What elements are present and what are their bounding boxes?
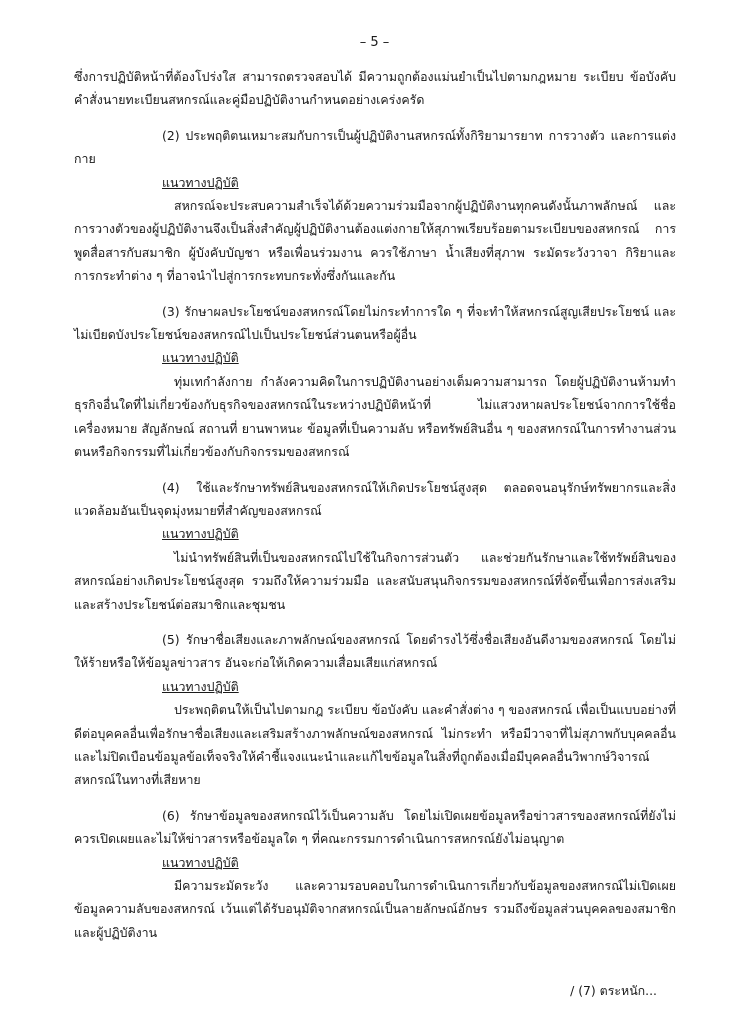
section-3-text: (3) รักษาผลประโยชน์ของสหกรณ์โดยไม่กระทำการใด ๆ ที่จะทำให้สหกรณ์สูญเสียประโยชน์ และไม่เบียดบังประโยชน์ของสหกรณ์ไปเป็นประโยชน์ส่วนตนหรือผู้อื่น (74, 303, 676, 343)
guideline-2-text: สหกรณ์จะประสบความสำเร็จได้ด้วยความร่วมมือจากผู้ปฏิบัติงานทุกคนดังนั้นภาพลักษณ์ และการวางตัวของผู้ปฏิบัติงานจึงเป็นสิ่งสำคัญผู้ปฏิบัติงานต้องแต่งกายให้สุภาพเรียบร้อยตามระเบียบของสหกรณ์ การพูดสื่อสารกับสมาชิก ผู้บังคับบัญชา หรือเพื่อนร่วมงาน ควรใช้ภาษา น้ำเสียงที่สุภาพ ระมัดระวังวาจา กิริยาและการกระทำต่าง ๆ ที่อาจนำไปสู่การกระทบกระทั่งซึ่งกันและกัน (74, 198, 676, 284)
document-body (74, 65, 676, 944)
continuation-note: / (7) ตระหนัก... (570, 983, 657, 998)
guideline-heading-2: แนวทางปฏิบัติ (162, 174, 239, 190)
guideline-heading-6: แนวทางปฏิบัติ (162, 854, 239, 870)
guideline-heading-3: แนวทางปฏิบัติ (162, 350, 239, 366)
guideline-6-text: มีความระมัดระวัง และความรอบคอบในการดำเนินการเกี่ยวกับข้อมูลของสหกรณ์ไม่เปิดเผยข้อมูลความลับของสหกรณ์ เว้นแต่ได้รับอนุมัติจากสหกรณ์เป็นลายลักษณ์อักษร รวมถึงข้อมูลส่วนบุคคลของสมาชิก และผู้ปฏิบัติงาน (74, 878, 676, 940)
section-6-text: (6) รักษาข้อมูลของสหกรณ์ไว้เป็นความลับ โดยไม่เปิดเผยข้อมูลหรือข่าวสารของสหกรณ์ที่ยังไม่ควรเปิดเผยและไม่ให้ข่าวสารหรือข้อมูลใด ๆ ที่คณะกรรมการดำเนินการสหกรณ์ยังไม่อนุญาต (74, 807, 676, 847)
section-4-text: (4) ใช้และรักษาทรัพย์สินของสหกรณ์ให้เกิดประโยชน์สูงสุด ตลอดจนอนุรักษ์ทรัพยากรและสิ่งแวดล้อมอันเป็นจุดมุ่งหมายที่สำคัญของสหกรณ์ (74, 479, 676, 518)
guideline-4-text: ไม่นำทรัพย์สินที่เป็นของสหกรณ์ไปใช้ในกิจการส่วนตัว และช่วยกันรักษาและใช้ทรัพย์สินของสหกรณ์อย่างเกิดประโยชน์สูงสุด รวมถึงให้ความร่วมมือ และสนับสนุนกิจกรรมของสหกรณ์ที่จัดขึ้นเพื่อการส่งเสริมและสร้างประโยชน์ต่อสมาชิกและชุมชน (74, 549, 676, 612)
paragraph-continued: ซึ่งการปฏิบัติหน้าที่ต้องโปร่งใส สามารถตรวจสอบได้ มีความถูกต้องแม่นยำเป็นไปตามกฎหมาย ระเบียบ ข้อบังคับ คำสั่งนายทะเบียนสหกรณ์และคู่มือปฏิบัติงานกำหนดอย่างเคร่งครัด (74, 69, 676, 108)
page-number: – 5 – (359, 35, 390, 50)
guideline-3-text: ทุ่มเทกำลังกาย กำลังความคิดในการปฏิบัติงานอย่างเต็มความสามารถ โดยผู้ปฏิบัติงานห้ามทำธุรกิจอื่นใดที่ไม่เกี่ยวข้องกับธุรกิจของสหกรณ์ในระหว่างปฏิบัติหน้าที่ ไม่แสวงหาผลประโยชน์จากการใช้ชื่อ เครื่องหมาย สัญลักษณ์ สถานที่ ยานพาหนะ ข้อมูลที่เป็นความลับ หรือทรัพย์สินอื่น ๆ ของสหกรณ์ในการทำงานส่วนตนหรือกิจกรรมที่ไม่เกี่ยวข้องกับกิจกรรมของสหกรณ์ (74, 373, 676, 460)
section-5-text: (5) รักษาชื่อเสียงและภาพลักษณ์ของสหกรณ์ โดยดำรงไว้ซึ่งชื่อเสียงอันดีงามของสหกรณ์ โดยไม่ให้ร้ายหรือให้ข้อมูลข่าวสาร อันจะก่อให้เกิดความเสื่อมเสียแก่สหกรณ์ (74, 631, 676, 671)
guideline-heading-4: แนวทางปฏิบัติ (162, 526, 239, 542)
guideline-heading-5: แนวทางปฏิบัติ (162, 678, 239, 694)
section-2-text: (2) ประพฤติตนเหมาะสมกับการเป็นผู้ปฏิบัติงานสหกรณ์ทั้งกิริยามารยาท การวางตัว และการแต่งกาย (74, 127, 676, 167)
guideline-5-text: ประพฤติตนให้เป็นไปตามกฎ ระเบียบ ข้อบังคับ และคำสั่งต่าง ๆ ของสหกรณ์ เพื่อเป็นแบบอย่างที่ดีต่อบุคคลอื่นเพื่อรักษาชื่อเสียงและเสริมสร้างภาพลักษณ์ของสหกรณ์ ไม่กระทำ หรือมีวาจาที่ไม่สุภาพกับบุคคลอื่น และไม่ปิดเบือนข้อมูลข้อเท็จจริงให้คำชี้แจงแนะนำและแก้ไขข้อมูลในสิ่งที่ถูกต้องเมื่อมีบุคคลอื่นวิพากษ์วิจารณ์สหกรณ์ในทางที่เสียหาย (74, 702, 676, 788)
